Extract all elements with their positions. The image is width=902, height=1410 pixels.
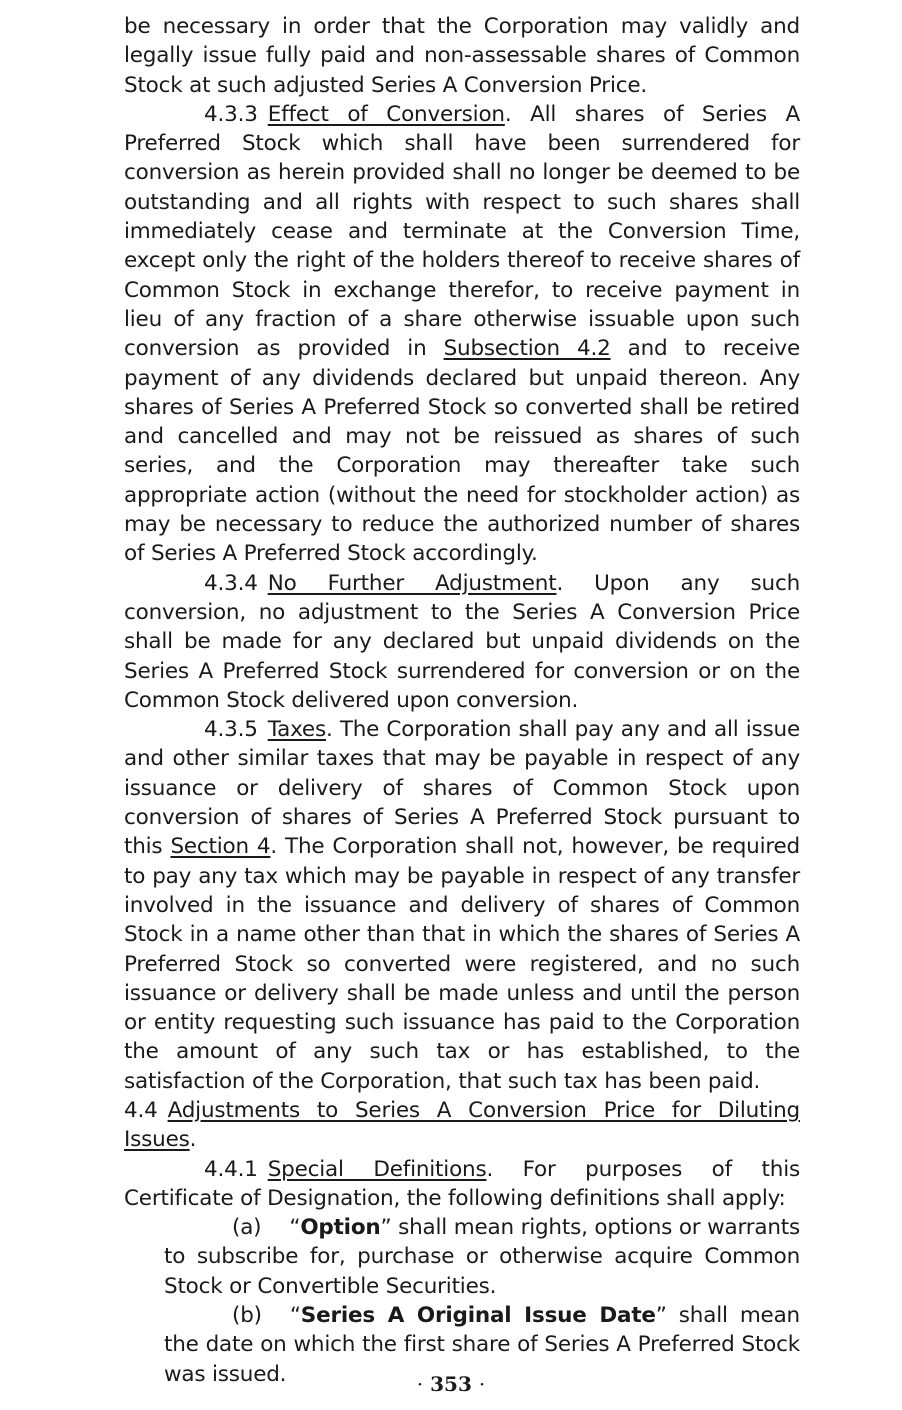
section-number: 4.3.5 — [204, 717, 258, 743]
definition-text: ” shall mean rights, options or warrants to subscribe for, purchase or otherwise acquire Common Stock or Convertible Securities. — [164, 1215, 800, 1299]
section-text: . The Corporation shall pay any and all issue and other similar taxes that may be payable in respect of any issuance or delivery of shares of Common Stock upon conversion of shares of Series A Preferred Stock pursuant to this — [124, 717, 800, 860]
section-4-3-3 — [124, 100, 800, 569]
section-number: 4.3.4 — [204, 570, 258, 596]
section-text: . Upon any such conversion, no adjustment to the Series A Conversion Price shall be made for any declared but unpaid dividends on the Series A Preferred Stock surrendered for conversion or on the Common Stock delivered upon conversion. — [124, 570, 800, 713]
continuation-text: be necessary in order that the Corporation may validly and legally issue fully paid and non-assessable shares of Common Stock at such adjusted Series A Conversion Price. — [124, 14, 800, 98]
page-number: 353 — [430, 1372, 472, 1396]
section-text: . All shares of Series A Preferred Stock which shall have been surrendered for conversion as herein provided shall no longer be deemed to be outstanding and all rights with respect to such shares shall immediately cease and terminate at the Conversion Time, except only the right of the holders thereof to receive shares of Common Stock in exchange therefor, to receive payment in lieu of any fraction of a share otherwise issuable upon such conversion as provided in — [124, 101, 800, 362]
section-text: and to receive payment of any dividends declared but unpaid thereon. Any shares of Series A Preferred Stock so converted shall be retired and cancelled and may not be reissued as shares of such series, and the Corporation may thereafter take such appropriate action (without the need for stockholder action) as may be necessary to reduce the authorized number of shares of Series A Preferred Stock accordingly. — [124, 336, 800, 567]
section-number: 4.4 — [124, 1097, 158, 1123]
continuation-paragraph — [124, 12, 800, 100]
document-body — [124, 12, 800, 1389]
section-4-4 — [124, 1096, 800, 1155]
section-heading: Special Definitions — [267, 1156, 487, 1182]
section-heading: Adjustments to Series A Conversion Price for Diluting Issues — [124, 1097, 800, 1153]
section-heading: Taxes — [267, 717, 326, 743]
section-number: 4.4.1 — [204, 1156, 258, 1182]
cross-reference-link: Section 4 — [170, 834, 271, 860]
section-heading: No Further Adjustment — [267, 570, 557, 596]
section-heading: Effect of Conversion — [267, 101, 505, 127]
section-text: . — [189, 1127, 197, 1153]
footer-dot-left: · — [416, 1372, 424, 1396]
cross-reference-link: Subsection 4.2 — [443, 336, 611, 362]
open-quote: “ — [289, 1215, 301, 1241]
definition-label: (a) — [232, 1215, 262, 1241]
defined-term: Series A Original Issue Date — [300, 1303, 656, 1329]
page-footer — [0, 1372, 902, 1396]
footer-dot-right: · — [478, 1372, 486, 1396]
definition-label: (b) — [232, 1303, 262, 1329]
definition-option — [124, 1213, 800, 1301]
defined-term: Option — [300, 1215, 381, 1241]
section-text: . For purposes of this Certificate of Designation, the following definitions shall apply: — [124, 1156, 800, 1211]
section-text: . The Corporation shall not, however, be required to pay any tax which may be payable in respect of any transfer involved in the issuance and delivery of shares of Common Stock in a name other than that in which the shares of Series A Preferred Stock so converted were registered, and no such issuance or delivery shall be made unless and until the person or entity requesting such issuance has paid to the Corporation the amount of any such tax or has established, to the satisfaction of the Corporation, that such tax has been paid. — [124, 834, 800, 1094]
section-4-3-5 — [124, 715, 800, 1096]
section-number: 4.3.3 — [204, 101, 258, 127]
section-4-4-1 — [124, 1155, 800, 1214]
section-4-3-4 — [124, 569, 800, 715]
definition-text: ” shall mean the date on which the first share of Series A Preferred Stock was issued. — [164, 1303, 800, 1387]
open-quote: “ — [289, 1303, 301, 1329]
